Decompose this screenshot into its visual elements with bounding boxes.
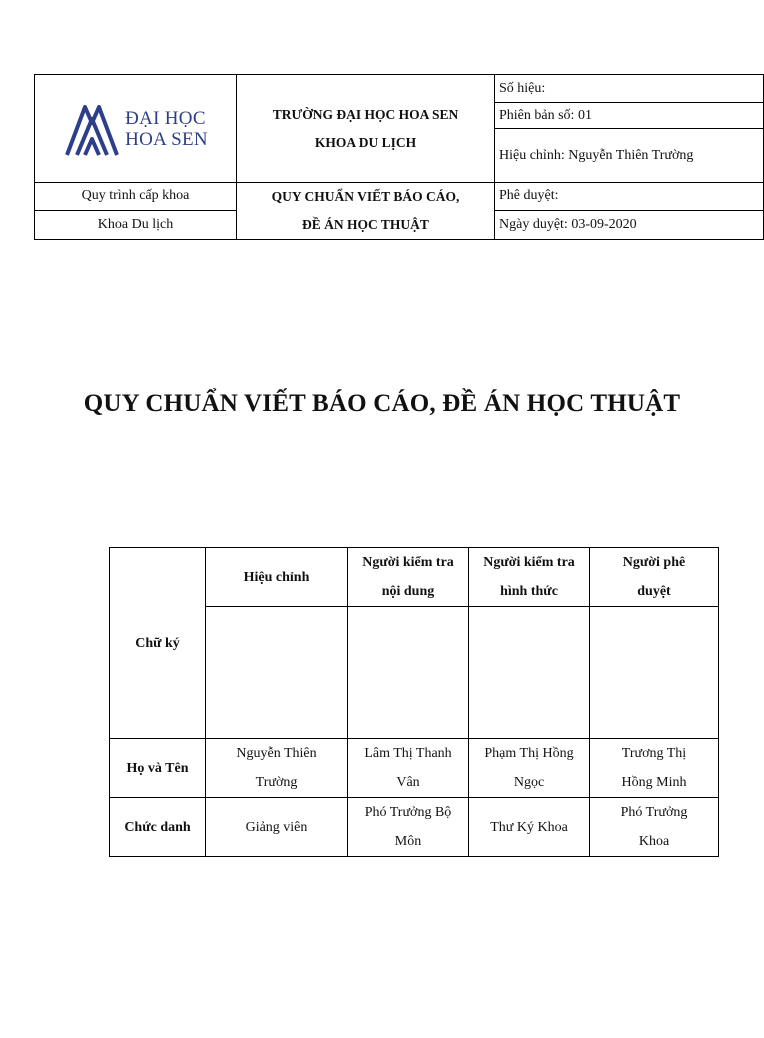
name-cell: Nguyễn Thiên Trường [206,739,348,798]
faculty-name: KHOA DU LỊCH [314,134,417,150]
page-title: QUY CHUẨN VIẾT BÁO CÁO, ĐỀ ÁN HỌC THUẬT [83,390,681,417]
title-cell: Phó Trưởng Khoa [590,798,719,857]
lotus-logo-icon [63,99,121,159]
hieu-chinh: Hiệu chỉnh: Nguyễn Thiên Trường [495,129,764,183]
name-cell: Phạm Thị Hồng Ngọc [469,739,590,798]
logo-line1: ĐẠI HỌC [125,107,206,129]
quy-trinh: Quy trình cấp khoa [35,183,237,211]
signature-box-content-reviewer [348,607,469,739]
column-header-approver: Người phê duyệt [590,548,719,607]
title-cell: Thư Ký Khoa [469,798,590,857]
name-cell: Lâm Thị Thanh Vân [348,739,469,798]
signature-box-editor [206,607,348,739]
khoa: Khoa Du lịch [35,210,237,239]
column-header-format-reviewer: Người kiểm tra hình thức [469,548,590,607]
so-hieu: Số hiệu: [495,75,764,103]
logo-cell [35,75,237,183]
signature-box-format-reviewer [469,607,590,739]
signature-table [109,547,719,857]
signature-label: Chữ ký [110,548,206,739]
title-cell: Giảng viên [206,798,348,857]
school-name: TRƯỜNG ĐẠI HỌC HOA SEN [272,106,459,122]
logo-line2: HOA SEN [125,128,208,150]
doc-title-line1: QUY CHUẨN VIẾT BÁO CÁO, [271,189,460,204]
phien-ban: Phiên bản số: 01 [495,103,764,129]
signature-box-approver [590,607,719,739]
doc-title-cell [237,183,495,240]
column-header-editor: Hiệu chỉnh [206,548,348,607]
title-cell: Phó Trưởng Bộ Môn [348,798,469,857]
name-cell: Trương Thị Hồng Minh [590,739,719,798]
name-label: Họ và Tên [110,739,206,798]
school-cell [237,75,495,183]
ngay-duyet: Ngày duyệt: 03-09-2020 [495,210,764,239]
university-logo [35,99,236,159]
doc-title-line2: ĐỀ ÁN HỌC THUẬT [302,217,429,232]
document-header-table [34,74,764,240]
title-label: Chức danh [110,798,206,857]
column-header-content-reviewer: Người kiểm tra nội dung [348,548,469,607]
phe-duyet: Phê duyệt: [495,183,764,211]
